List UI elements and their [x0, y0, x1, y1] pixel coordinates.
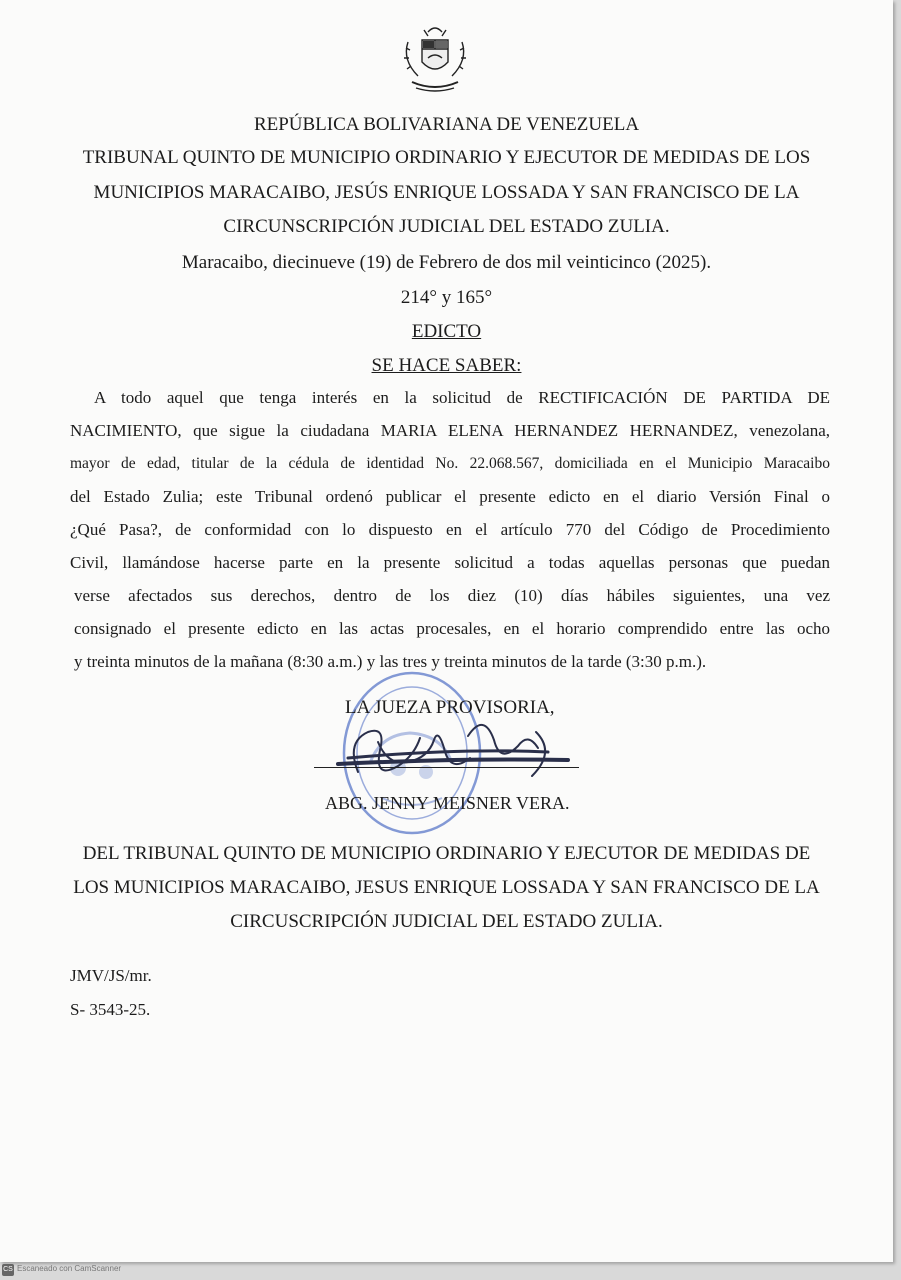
body-line: del Estado Zulia; este Tribunal ordenó publicar el presente edicto en el diario Versión Final o	[70, 487, 830, 506]
footer-court-line-3: CIRCUSCRIPCIÓN JUDICIAL DEL ESTADO ZULIA.	[230, 911, 663, 932]
republic-heading: REPÚBLICA BOLIVARIANA DE VENEZUELA	[253, 114, 640, 135]
years-line: 214° y 165°	[400, 287, 493, 308]
body-line: mayor de edad, titular de la cédula de identidad No. 22.068.567, domiciliada en el Municipio Maracaibo	[70, 455, 830, 472]
footer-court-line-2: LOS MUNICIPIOS MARACAIBO, JESUS ENRIQUE LOSSADA Y SAN FRANCISCO DE LA	[73, 877, 820, 898]
edict-body	[70, 381, 830, 678]
body-line: verse afectados sus derechos, dentro de los diez (10) días hábiles siguientes, una vez	[74, 586, 830, 605]
announcement-heading: SE HACE SABER:	[371, 355, 522, 376]
handwritten-signature	[318, 712, 598, 792]
body-line: y treinta minutos de la mañana (8:30 a.m.) y las tres y treinta minutos de la tarde (3:30 p.m.).	[74, 652, 707, 671]
signatory-title: LA JUEZA PROVISORIA,	[345, 697, 555, 718]
document-type-heading: EDICTO	[411, 321, 482, 342]
signature-line	[314, 767, 579, 768]
scanner-text: Escaneado con CamScanner	[17, 1264, 122, 1273]
file-number: S- 3543-25.	[70, 1000, 151, 1019]
body-line: consignado el presente edicto en las actas procesales, en el horario comprendido entre las ocho	[74, 619, 830, 638]
body-line: NACIMIENTO, que sigue la ciudadana MARIA ELENA HERNANDEZ HERNANDEZ, venezolana,	[70, 421, 830, 440]
signatory-name: ABG. JENNY MEISNER VERA.	[325, 793, 570, 813]
court-name-line-1: TRIBUNAL QUINTO DE MUNICIPIO ORDINARIO Y EJECUTOR DE MEDIDAS DE LOS	[82, 147, 811, 168]
scanner-logo-icon: CS	[2, 1264, 14, 1276]
court-name-line-3: CIRCUNSCRIPCIÓN JUDICIAL DEL ESTADO ZULIA.	[223, 216, 670, 237]
court-name-line-2: MUNICIPIOS MARACAIBO, JESÚS ENRIQUE LOSSADA Y SAN FRANCISCO DE LA	[93, 182, 800, 203]
body-line: A todo aquel que tenga interés en la solicitud de RECTIFICACIÓN DE PARTIDA DE	[94, 388, 830, 407]
initials: JMV/JS/mr.	[70, 966, 152, 985]
scanner-watermark	[2, 1264, 121, 1276]
coat-of-arms-icon	[398, 22, 472, 94]
body-line: ¿Qué Pasa?, de conformidad con lo dispuesto en el artículo 770 del Código de Procedimiento	[70, 520, 830, 539]
footer-court-line-1: DEL TRIBUNAL QUINTO DE MUNICIPIO ORDINARIO Y EJECUTOR DE MEDIDAS DE	[82, 843, 811, 864]
date-line: Maracaibo, diecinueve (19) de Febrero de dos mil veinticinco (2025).	[181, 252, 712, 273]
body-line: Civil, llamándose hacerse parte en la presente solicitud a todas aquellas personas que puedan	[70, 553, 830, 572]
